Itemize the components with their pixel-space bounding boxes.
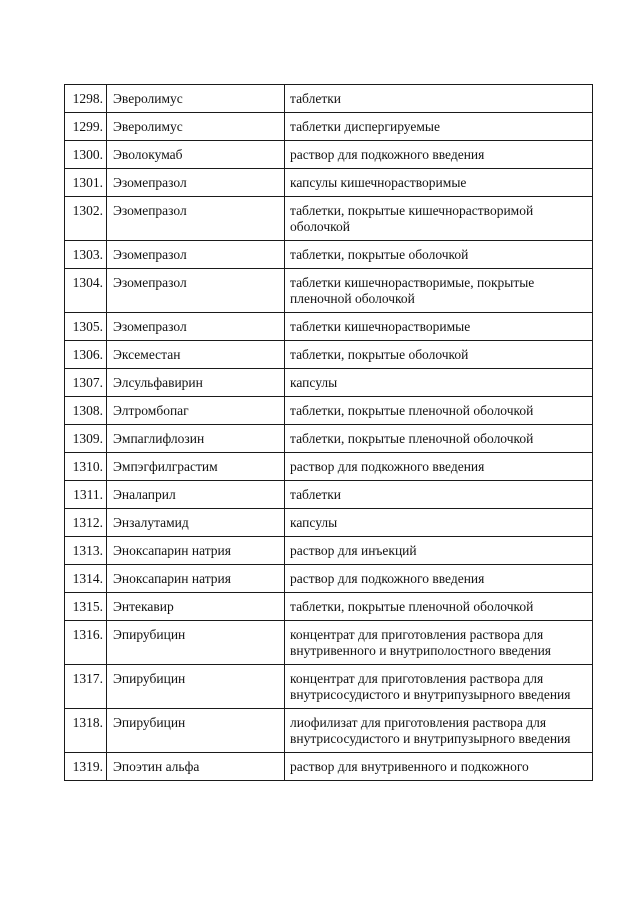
drug-name: Эпирубицин — [107, 621, 285, 665]
dosage-form: таблетки, покрытые оболочкой — [285, 341, 593, 369]
row-number: 1314. — [65, 565, 107, 593]
drug-name: Эксеместан — [107, 341, 285, 369]
dosage-form: раствор для подкожного введения — [285, 453, 593, 481]
row-number: 1313. — [65, 537, 107, 565]
dosage-form: таблетки, покрытые пленочной оболочкой — [285, 593, 593, 621]
dosage-form: таблетки, покрытые кишечнорастворимой оболочкой — [285, 197, 593, 241]
row-number: 1311. — [65, 481, 107, 509]
row-number: 1299. — [65, 113, 107, 141]
drug-name: Энтекавир — [107, 593, 285, 621]
drug-name: Эноксапарин натрия — [107, 537, 285, 565]
drug-name: Эзомепразол — [107, 241, 285, 269]
dosage-form: капсулы — [285, 509, 593, 537]
table-row — [65, 85, 593, 113]
row-number: 1307. — [65, 369, 107, 397]
table-row — [65, 481, 593, 509]
table-row — [65, 241, 593, 269]
dosage-form: капсулы кишечнорастворимые — [285, 169, 593, 197]
table-row — [65, 593, 593, 621]
row-number: 1300. — [65, 141, 107, 169]
table-row — [65, 141, 593, 169]
drug-name: Эволокумаб — [107, 141, 285, 169]
table-row — [65, 753, 593, 781]
dosage-form: лиофилизат для приготовления раствора для внутрисосудистого и внутрипузырного введения — [285, 709, 593, 753]
dosage-form: капсулы — [285, 369, 593, 397]
dosage-form: таблетки — [285, 85, 593, 113]
dosage-form: таблетки кишечнорастворимые — [285, 313, 593, 341]
drug-name: Эверолимус — [107, 113, 285, 141]
drug-name: Эзомепразол — [107, 197, 285, 241]
dosage-form: таблетки кишечнорастворимые, покрытые пленочной оболочкой — [285, 269, 593, 313]
row-number: 1301. — [65, 169, 107, 197]
drug-name: Эноксапарин натрия — [107, 565, 285, 593]
row-number: 1309. — [65, 425, 107, 453]
table-row — [65, 509, 593, 537]
dosage-form: раствор для подкожного введения — [285, 141, 593, 169]
dosage-form: таблетки, покрытые оболочкой — [285, 241, 593, 269]
table-row — [65, 313, 593, 341]
dosage-form: концентрат для приготовления раствора для внутрисосудистого и внутрипузырного введения — [285, 665, 593, 709]
table-row — [65, 621, 593, 665]
row-number: 1298. — [65, 85, 107, 113]
table-row — [65, 709, 593, 753]
table-row — [65, 665, 593, 709]
row-number: 1312. — [65, 509, 107, 537]
row-number: 1318. — [65, 709, 107, 753]
drug-name: Эпоэтин альфа — [107, 753, 285, 781]
table-row — [65, 537, 593, 565]
row-number: 1316. — [65, 621, 107, 665]
drug-name: Энзалутамид — [107, 509, 285, 537]
table-row — [65, 197, 593, 241]
drug-name: Эверолимус — [107, 85, 285, 113]
row-number: 1306. — [65, 341, 107, 369]
row-number: 1310. — [65, 453, 107, 481]
drug-name: Эзомепразол — [107, 169, 285, 197]
drug-name: Эмпэгфилграстим — [107, 453, 285, 481]
table-row — [65, 565, 593, 593]
drug-name: Эпирубицин — [107, 665, 285, 709]
row-number: 1319. — [65, 753, 107, 781]
dosage-form: раствор для подкожного введения — [285, 565, 593, 593]
table-row — [65, 341, 593, 369]
drug-name: Эмпаглифлозин — [107, 425, 285, 453]
dosage-form: раствор для инъекций — [285, 537, 593, 565]
row-number: 1317. — [65, 665, 107, 709]
drug-name: Эзомепразол — [107, 269, 285, 313]
table-row — [65, 169, 593, 197]
drug-name: Эзомепразол — [107, 313, 285, 341]
row-number: 1308. — [65, 397, 107, 425]
row-number: 1305. — [65, 313, 107, 341]
table-row — [65, 113, 593, 141]
dosage-form: концентрат для приготовления раствора для внутривенного и внутриполостного введения — [285, 621, 593, 665]
table-row — [65, 425, 593, 453]
table-row — [65, 397, 593, 425]
table-row — [65, 369, 593, 397]
table-row — [65, 453, 593, 481]
row-number: 1302. — [65, 197, 107, 241]
drug-name: Эпирубицин — [107, 709, 285, 753]
drug-name: Элсульфавирин — [107, 369, 285, 397]
dosage-form: таблетки — [285, 481, 593, 509]
drug-table — [64, 84, 593, 781]
table-row — [65, 269, 593, 313]
row-number: 1304. — [65, 269, 107, 313]
drug-name: Эналаприл — [107, 481, 285, 509]
drug-name: Элтромбопаг — [107, 397, 285, 425]
dosage-form: таблетки, покрытые пленочной оболочкой — [285, 397, 593, 425]
row-number: 1315. — [65, 593, 107, 621]
dosage-form: таблетки диспергируемые — [285, 113, 593, 141]
dosage-form: раствор для внутривенного и подкожного — [285, 753, 593, 781]
dosage-form: таблетки, покрытые пленочной оболочкой — [285, 425, 593, 453]
row-number: 1303. — [65, 241, 107, 269]
